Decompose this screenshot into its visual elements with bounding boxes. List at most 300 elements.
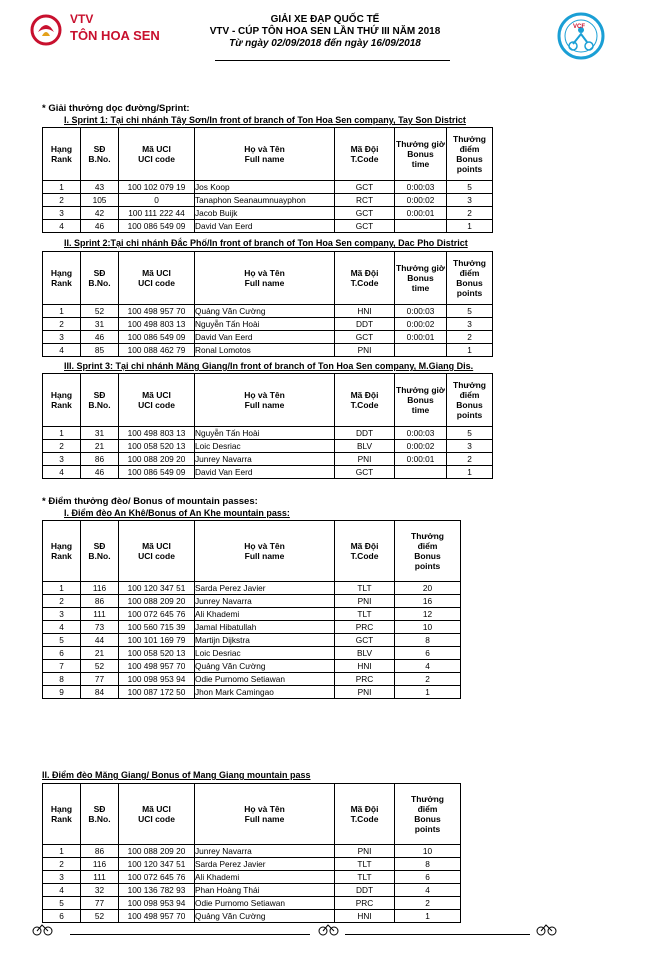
cell-rank: 2 bbox=[43, 858, 81, 871]
cell-time: 0:00:01 bbox=[395, 331, 447, 344]
col-header-points bbox=[395, 521, 461, 582]
col-header-line: Bonus bbox=[407, 149, 434, 159]
col-header-line: điểm bbox=[417, 804, 438, 814]
footer-cyclist-icon-left bbox=[32, 922, 54, 936]
col-header-line: Rank bbox=[51, 278, 72, 288]
cell-team: PNI bbox=[335, 344, 395, 357]
col-header-line: B.No. bbox=[88, 278, 111, 288]
col-header-line: T.Code bbox=[350, 278, 379, 288]
cell-uci: 100 136 782 93 bbox=[119, 884, 195, 897]
col-header-name bbox=[195, 784, 335, 845]
cell-points: 4 bbox=[395, 884, 461, 897]
cell-name: Jamal Hibatullah bbox=[195, 621, 335, 634]
cell-rank: 8 bbox=[43, 673, 81, 686]
col-header-rank bbox=[43, 128, 81, 181]
event-subtitle: VTV - CÚP TÔN HOA SEN LẦN THỨ III NĂM 2018 bbox=[209, 26, 441, 37]
cell-uci: 100 098 953 94 bbox=[119, 897, 195, 910]
col-header-line: Full name bbox=[244, 814, 285, 824]
cell-time: 0:00:01 bbox=[395, 453, 447, 466]
col-header-line: time bbox=[411, 405, 430, 415]
cell-uci: 100 498 957 70 bbox=[119, 660, 195, 673]
cell-bno: 105 bbox=[81, 194, 119, 207]
col-header-time bbox=[395, 128, 447, 181]
cell-time bbox=[395, 344, 447, 357]
ton-hoa-sen-logo bbox=[30, 12, 180, 48]
cell-time: 0:00:03 bbox=[395, 305, 447, 318]
cell-uci: 100 498 803 13 bbox=[119, 318, 195, 331]
cell-points: 5 bbox=[447, 305, 493, 318]
cell-uci: 100 120 347 51 bbox=[119, 582, 195, 595]
cell-points: 16 bbox=[395, 595, 461, 608]
cell-name: Odie Purnomo Setiawan bbox=[195, 897, 335, 910]
col-header-rank bbox=[43, 252, 81, 305]
table-row bbox=[43, 621, 461, 634]
cell-bno: 31 bbox=[81, 427, 119, 440]
mountain-1-caption: I. Điểm đèo An Khê/Bonus of An Khe mountain pass: bbox=[64, 508, 290, 518]
col-header-line: Hạng bbox=[50, 804, 73, 814]
table-row bbox=[43, 318, 493, 331]
table-row bbox=[43, 582, 461, 595]
cell-bno: 86 bbox=[81, 453, 119, 466]
col-header-line: Bonus bbox=[414, 814, 441, 824]
cell-points: 2 bbox=[447, 453, 493, 466]
cell-team: PNI bbox=[335, 686, 395, 699]
cell-rank: 2 bbox=[43, 440, 81, 453]
cell-uci: 100 087 172 50 bbox=[119, 686, 195, 699]
cell-rank: 1 bbox=[43, 582, 81, 595]
table-row bbox=[43, 897, 461, 910]
col-header-bno bbox=[81, 784, 119, 845]
cell-name: Loic Desriac bbox=[195, 647, 335, 660]
col-header-line: Thưởng giờ bbox=[396, 139, 445, 149]
col-header-bno bbox=[81, 521, 119, 582]
cell-bno: 86 bbox=[81, 595, 119, 608]
cell-time bbox=[395, 220, 447, 233]
col-header-bno bbox=[81, 374, 119, 427]
col-header-line: Mã Đội bbox=[350, 144, 379, 154]
cell-rank: 4 bbox=[43, 344, 81, 357]
cell-time: 0:00:03 bbox=[395, 181, 447, 194]
table-row bbox=[43, 220, 493, 233]
col-header-line: Mã UCI bbox=[142, 390, 171, 400]
cell-uci: 100 058 520 13 bbox=[119, 647, 195, 660]
col-header-bno bbox=[81, 252, 119, 305]
cell-uci: 100 088 209 20 bbox=[119, 453, 195, 466]
cell-points: 8 bbox=[395, 634, 461, 647]
col-header-line: Hạng bbox=[50, 144, 73, 154]
cell-name: Loic Desriac bbox=[195, 440, 335, 453]
col-header-line: B.No. bbox=[88, 814, 111, 824]
cell-bno: 52 bbox=[81, 910, 119, 923]
cell-rank: 3 bbox=[43, 331, 81, 344]
col-header-line: Mã UCI bbox=[142, 268, 171, 278]
cell-points: 4 bbox=[395, 660, 461, 673]
col-header-line: Rank bbox=[51, 814, 72, 824]
col-header-line: SĐ bbox=[93, 268, 106, 278]
cell-team: HNI bbox=[335, 305, 395, 318]
col-header-line: Bonus bbox=[407, 395, 434, 405]
cell-team: GCT bbox=[335, 331, 395, 344]
sprint-1-caption: I. Sprint 1: Tại chi nhánh Tây Sơn/In front of branch of Ton Hoa Sen company, Tay Son District bbox=[64, 115, 466, 125]
sprint-section-title: * Giải thưởng dọc đường/Sprint: bbox=[42, 103, 190, 114]
col-header-uci bbox=[119, 784, 195, 845]
col-header-line: Bonus bbox=[407, 273, 434, 283]
cell-points: 1 bbox=[447, 344, 493, 357]
col-header-line: Bonus bbox=[414, 551, 441, 561]
col-header-line: UCI code bbox=[138, 814, 175, 824]
cell-points: 3 bbox=[447, 194, 493, 207]
col-header-team bbox=[335, 128, 395, 181]
col-header-line: Hạng bbox=[50, 268, 73, 278]
cell-name: David Van Eerd bbox=[195, 466, 335, 479]
col-header-line: points bbox=[414, 824, 441, 834]
cell-uci: 100 111 222 44 bbox=[119, 207, 195, 220]
table-row bbox=[43, 634, 461, 647]
table-row bbox=[43, 884, 461, 897]
cyclist-emblem-icon bbox=[555, 10, 607, 70]
col-header-line: UCI code bbox=[138, 278, 175, 288]
cell-bno: 116 bbox=[81, 858, 119, 871]
cell-rank: 7 bbox=[43, 660, 81, 673]
col-header-line: points bbox=[456, 164, 483, 174]
col-header-line: Thưởng bbox=[453, 134, 486, 144]
cell-points: 1 bbox=[447, 220, 493, 233]
col-header-name bbox=[195, 521, 335, 582]
col-header-line: time bbox=[411, 283, 430, 293]
cell-name: David Van Eerd bbox=[195, 220, 335, 233]
cell-uci: 100 120 347 51 bbox=[119, 858, 195, 871]
cell-name: Martijn Dijkstra bbox=[195, 634, 335, 647]
cell-name: Jacob Buijk bbox=[195, 207, 335, 220]
col-header-line: điểm bbox=[459, 390, 480, 400]
col-header-line: Họ và Tên bbox=[244, 268, 285, 278]
col-header-bno bbox=[81, 128, 119, 181]
col-header-line: Hạng bbox=[50, 541, 73, 551]
cell-bno: 21 bbox=[81, 440, 119, 453]
table-row bbox=[43, 194, 493, 207]
cell-bno: 31 bbox=[81, 318, 119, 331]
cell-team: PRC bbox=[335, 621, 395, 634]
cell-bno: 77 bbox=[81, 673, 119, 686]
cell-points: 1 bbox=[395, 686, 461, 699]
col-header-line: Thưởng bbox=[453, 258, 486, 268]
cell-time: 0:00:03 bbox=[395, 427, 447, 440]
cell-rank: 1 bbox=[43, 305, 81, 318]
cell-bno: 116 bbox=[81, 582, 119, 595]
col-header-line: Full name bbox=[244, 278, 285, 288]
cell-bno: 111 bbox=[81, 608, 119, 621]
cell-bno: 44 bbox=[81, 634, 119, 647]
cell-rank: 3 bbox=[43, 207, 81, 220]
col-header-line: SĐ bbox=[93, 144, 106, 154]
event-dates: Từ ngày 02/09/2018 đến ngày 16/09/2018 bbox=[229, 38, 421, 49]
col-header-line: UCI code bbox=[138, 154, 175, 164]
table-row bbox=[43, 910, 461, 923]
cell-points: 5 bbox=[447, 181, 493, 194]
cell-uci: 100 498 957 70 bbox=[119, 305, 195, 318]
table-row bbox=[43, 181, 493, 194]
cell-bno: 84 bbox=[81, 686, 119, 699]
mountain-2-table bbox=[42, 783, 461, 923]
cell-bno: 85 bbox=[81, 344, 119, 357]
cell-uci: 100 498 957 70 bbox=[119, 910, 195, 923]
cell-bno: 77 bbox=[81, 897, 119, 910]
col-header-uci bbox=[119, 374, 195, 427]
col-header-line: SĐ bbox=[93, 541, 106, 551]
col-header-team bbox=[335, 521, 395, 582]
cell-rank: 2 bbox=[43, 318, 81, 331]
cell-uci: 0 bbox=[119, 194, 195, 207]
cell-bno: 43 bbox=[81, 181, 119, 194]
cell-points: 10 bbox=[395, 621, 461, 634]
footer-rule-left bbox=[70, 934, 310, 935]
table-row bbox=[43, 207, 493, 220]
col-header-name bbox=[195, 128, 335, 181]
col-header-line: Hạng bbox=[50, 390, 73, 400]
cell-name: David Van Eerd bbox=[195, 331, 335, 344]
cell-team: TLT bbox=[335, 858, 395, 871]
col-header-line: time bbox=[411, 159, 430, 169]
cell-uci: 100 088 462 79 bbox=[119, 344, 195, 357]
col-header-line: T.Code bbox=[350, 551, 379, 561]
cell-rank: 3 bbox=[43, 871, 81, 884]
col-header-line: SĐ bbox=[93, 390, 106, 400]
cell-points: 1 bbox=[447, 466, 493, 479]
cell-time: 0:00:02 bbox=[395, 318, 447, 331]
cell-team: GCT bbox=[335, 634, 395, 647]
cell-name: Nguyễn Tấn Hoài bbox=[195, 427, 335, 440]
cell-name: Quảng Văn Cường bbox=[195, 660, 335, 673]
cell-bno: 111 bbox=[81, 871, 119, 884]
cell-rank: 4 bbox=[43, 621, 81, 634]
table-row bbox=[43, 344, 493, 357]
cell-team: PNI bbox=[335, 845, 395, 858]
cell-name: Ali Khademi bbox=[195, 871, 335, 884]
cell-points: 10 bbox=[395, 845, 461, 858]
cell-points: 6 bbox=[395, 647, 461, 660]
col-header-line: Thưởng giờ bbox=[396, 385, 445, 395]
cell-rank: 2 bbox=[43, 595, 81, 608]
col-header-line: Full name bbox=[244, 154, 285, 164]
col-header-line: points bbox=[414, 561, 441, 571]
cell-name: Quảng Văn Cường bbox=[195, 305, 335, 318]
table-row bbox=[43, 673, 461, 686]
table-row bbox=[43, 305, 493, 318]
col-header-points bbox=[447, 374, 493, 427]
cell-uci: 100 088 209 20 bbox=[119, 595, 195, 608]
col-header-points bbox=[447, 252, 493, 305]
cell-name: Junrey Navarra bbox=[195, 845, 335, 858]
cell-rank: 3 bbox=[43, 608, 81, 621]
cell-team: RCT bbox=[335, 194, 395, 207]
col-header-uci bbox=[119, 128, 195, 181]
col-header-line: điểm bbox=[459, 144, 480, 154]
event-title: GIẢI XE ĐẠP QUỐC TẾ bbox=[270, 14, 380, 25]
cell-team: TLT bbox=[335, 582, 395, 595]
cell-team: HNI bbox=[335, 660, 395, 673]
table-row bbox=[43, 686, 461, 699]
col-header-line: Thưởng giờ bbox=[396, 263, 445, 273]
table-row bbox=[43, 595, 461, 608]
cell-team: PRC bbox=[335, 673, 395, 686]
cell-bno: 73 bbox=[81, 621, 119, 634]
col-header-time bbox=[395, 252, 447, 305]
col-header-line: UCI code bbox=[138, 400, 175, 410]
col-header-line: Mã UCI bbox=[142, 541, 171, 551]
footer-cyclist-icon-middle bbox=[318, 922, 340, 936]
cell-time bbox=[395, 466, 447, 479]
col-header-line: Thưởng bbox=[411, 531, 444, 541]
cell-team: PRC bbox=[335, 897, 395, 910]
col-header-rank bbox=[43, 521, 81, 582]
cell-bno: 52 bbox=[81, 660, 119, 673]
col-header-line: Mã Đội bbox=[350, 390, 379, 400]
cell-name: Jos Koop bbox=[195, 181, 335, 194]
col-header-line: Thưởng bbox=[453, 380, 486, 390]
col-header-points bbox=[447, 128, 493, 181]
col-header-uci bbox=[119, 521, 195, 582]
table-row bbox=[43, 331, 493, 344]
cell-bno: 86 bbox=[81, 845, 119, 858]
cell-points: 8 bbox=[395, 858, 461, 871]
table-row bbox=[43, 845, 461, 858]
col-header-line: Bonus bbox=[456, 278, 483, 288]
cell-team: GCT bbox=[335, 181, 395, 194]
table-row bbox=[43, 871, 461, 884]
cell-bno: 46 bbox=[81, 220, 119, 233]
cell-team: GCT bbox=[335, 220, 395, 233]
col-header-line: B.No. bbox=[88, 551, 111, 561]
cell-name: Junrey Navarra bbox=[195, 453, 335, 466]
col-header-line: Thưởng bbox=[411, 794, 444, 804]
col-header-line: SĐ bbox=[93, 804, 106, 814]
col-header-line: B.No. bbox=[88, 154, 111, 164]
col-header-name bbox=[195, 374, 335, 427]
cell-rank: 6 bbox=[43, 647, 81, 660]
sprint-3-caption: III. Sprint 3: Tại chi nhánh Măng Giang/In front of branch of Ton Hoa Sen company, M.Giang Dis. bbox=[64, 361, 474, 371]
logo-text: TÔN HOA SEN bbox=[70, 28, 160, 43]
logo-abbr: VTV bbox=[70, 12, 94, 26]
col-header-team bbox=[335, 374, 395, 427]
vcf-label: VCF bbox=[573, 24, 585, 30]
cell-team: HNI bbox=[335, 910, 395, 923]
cell-team: BLV bbox=[335, 440, 395, 453]
cell-name: Nguyễn Tấn Hoài bbox=[195, 318, 335, 331]
cell-points: 1 bbox=[395, 910, 461, 923]
col-header-uci bbox=[119, 252, 195, 305]
cell-time: 0:00:01 bbox=[395, 207, 447, 220]
cell-name: Sarda Perez Javier bbox=[195, 858, 335, 871]
cell-bno: 46 bbox=[81, 466, 119, 479]
mountain-2-caption: II. Điểm đèo Măng Giang/ Bonus of Mang Giang mountain pass bbox=[42, 770, 311, 780]
col-header-line: T.Code bbox=[350, 400, 379, 410]
cell-uci: 100 086 549 09 bbox=[119, 466, 195, 479]
cell-points: 12 bbox=[395, 608, 461, 621]
cell-rank: 1 bbox=[43, 427, 81, 440]
cell-team: GCT bbox=[335, 207, 395, 220]
col-header-rank bbox=[43, 784, 81, 845]
cell-bno: 32 bbox=[81, 884, 119, 897]
sprint-2-table bbox=[42, 251, 493, 357]
cell-points: 3 bbox=[447, 318, 493, 331]
cell-name: Sarda Perez Javier bbox=[195, 582, 335, 595]
col-header-line: điểm bbox=[459, 268, 480, 278]
cell-points: 20 bbox=[395, 582, 461, 595]
col-header-line: Rank bbox=[51, 400, 72, 410]
cell-name: Ali Khademi bbox=[195, 608, 335, 621]
cell-time: 0:00:02 bbox=[395, 194, 447, 207]
cell-team: GCT bbox=[335, 466, 395, 479]
col-header-line: Rank bbox=[51, 551, 72, 561]
header-rule bbox=[215, 60, 450, 61]
footer-cyclist-icon-right bbox=[536, 922, 558, 936]
cell-team: DDT bbox=[335, 884, 395, 897]
cell-points: 2 bbox=[395, 673, 461, 686]
cell-name: Jhon Mark Camingao bbox=[195, 686, 335, 699]
col-header-line: Bonus bbox=[456, 154, 483, 164]
cell-rank: 1 bbox=[43, 181, 81, 194]
col-header-line: Full name bbox=[244, 400, 285, 410]
table-row bbox=[43, 660, 461, 673]
cell-rank: 5 bbox=[43, 634, 81, 647]
sprint-2-caption: II. Sprint 2:Tại chi nhánh Đắc Phố/In front of branch of Ton Hoa Sen company, Dac Pho District bbox=[64, 238, 468, 248]
col-header-line: T.Code bbox=[350, 814, 379, 824]
table-row bbox=[43, 427, 493, 440]
col-header-rank bbox=[43, 374, 81, 427]
cell-points: 2 bbox=[395, 897, 461, 910]
sprint-1-table bbox=[42, 127, 493, 233]
cell-points: 6 bbox=[395, 871, 461, 884]
col-header-team bbox=[335, 784, 395, 845]
col-header-line: Họ và Tên bbox=[244, 804, 285, 814]
cell-points: 5 bbox=[447, 427, 493, 440]
col-header-line: points bbox=[456, 288, 483, 298]
table-row bbox=[43, 453, 493, 466]
col-header-line: Mã Đội bbox=[350, 541, 379, 551]
cell-uci: 100 058 520 13 bbox=[119, 440, 195, 453]
mountain-section-title: * Điểm thưởng đèo/ Bonus of mountain passes: bbox=[42, 496, 258, 507]
col-header-time bbox=[395, 374, 447, 427]
cell-uci: 100 560 715 39 bbox=[119, 621, 195, 634]
col-header-line: Mã Đội bbox=[350, 804, 379, 814]
cell-name: Ronal Lomotos bbox=[195, 344, 335, 357]
cell-name: Quảng Văn Cường bbox=[195, 910, 335, 923]
col-header-line: Mã UCI bbox=[142, 804, 171, 814]
col-header-line: B.No. bbox=[88, 400, 111, 410]
cell-bno: 52 bbox=[81, 305, 119, 318]
cell-uci: 100 098 953 94 bbox=[119, 673, 195, 686]
cell-uci: 100 072 645 76 bbox=[119, 871, 195, 884]
col-header-line: Rank bbox=[51, 154, 72, 164]
cell-name: Odie Purnomo Setiawan bbox=[195, 673, 335, 686]
table-row bbox=[43, 440, 493, 453]
mountain-1-table bbox=[42, 520, 461, 699]
col-header-line: Mã Đội bbox=[350, 268, 379, 278]
cell-uci: 100 101 169 79 bbox=[119, 634, 195, 647]
sprint-3-table bbox=[42, 373, 493, 479]
cell-name: Phan Hoàng Thái bbox=[195, 884, 335, 897]
cell-points: 2 bbox=[447, 331, 493, 344]
cell-bno: 46 bbox=[81, 331, 119, 344]
cell-name: Tanaphon Seanaumnuayphon bbox=[195, 194, 335, 207]
cell-rank: 9 bbox=[43, 686, 81, 699]
cell-team: DDT bbox=[335, 318, 395, 331]
col-header-line: Mã UCI bbox=[142, 144, 171, 154]
col-header-line: T.Code bbox=[350, 154, 379, 164]
cell-uci: 100 498 803 13 bbox=[119, 427, 195, 440]
cell-uci: 100 086 549 09 bbox=[119, 220, 195, 233]
table-row bbox=[43, 647, 461, 660]
